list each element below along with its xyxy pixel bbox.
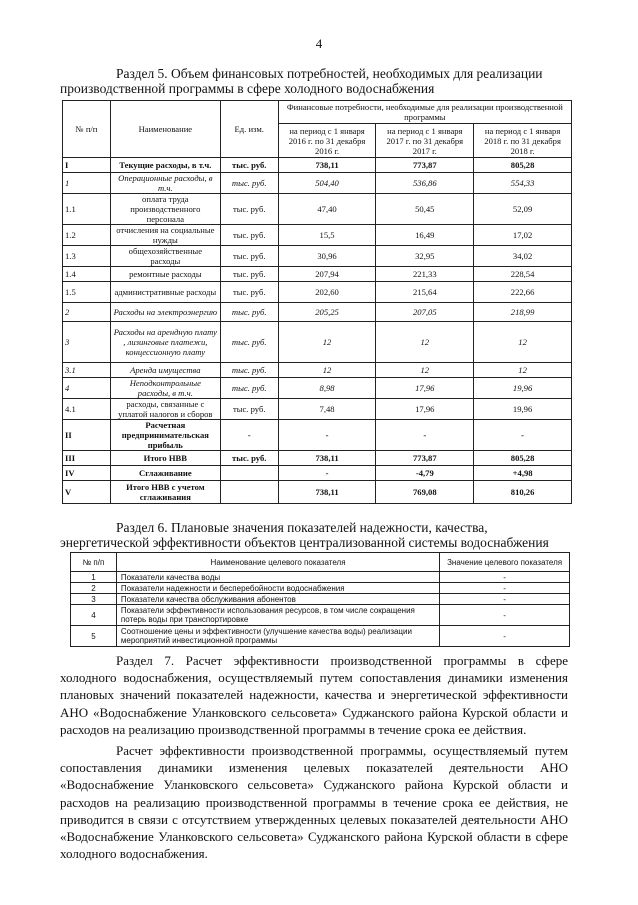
row-value-2018: +4,98 [474, 466, 572, 481]
section7-paragraph-1: Раздел 7. Расчет эффективности производственной программы в сфере холодного водоснабжения, осуществляемый путем сопоставления динамики изменения плановых значений показателей надежности, качества и энергетической эффективности АНО «Водоснабжение Уланковского сельсовета» Суджанского района Курской области и расходов на реализацию производственной программы в течение срока ее действия. [60, 653, 568, 737]
table-row [63, 303, 572, 322]
row-value-2018: 222,66 [474, 282, 572, 303]
row-indicator: Показатели качества воды [116, 572, 439, 583]
section7-paragraph-2: Расчет эффективности производственной программы, осуществляемый путем сопоставления динамики изменения целевых показателей деятельности АНО «Водоснабжение Уланковского сельсовета» Суджанского района Курской области и расходов на реализацию производственной программы в течение срока ее действия, не приводится в связи с отсутствием утвержденных целевых показателей деятельности АНО «Водоснабжение Уланковского сельсовета» Суджанского района Курской области в сфере холодного водоснабжения. [60, 743, 568, 862]
row-unit: тыс. руб. [220, 399, 278, 420]
row-value-2016: 738,11 [278, 451, 376, 466]
row-value-2016: 207,94 [278, 267, 376, 282]
row-value-2017: - [376, 420, 474, 451]
row-num: 4 [71, 605, 117, 626]
row-name: ремонтные расходы [110, 267, 220, 282]
row-num: III [63, 451, 111, 466]
table-row [63, 420, 572, 451]
row-num: 4 [63, 378, 111, 399]
row-value-2017: 769,08 [376, 481, 474, 504]
table-row [71, 605, 570, 626]
row-name: Расходы на арендную плату , лизинговые платежи, концессионную плату [110, 322, 220, 363]
table-row [63, 282, 572, 303]
row-value-2016: 30,96 [278, 246, 376, 267]
row-num: II [63, 420, 111, 451]
table-row [63, 363, 572, 378]
section5-title: Раздел 5. Объем финансовых потребностей, необходимых для реализации производственной программы в сфере холодного водоснабжения [60, 66, 543, 96]
row-indicator: Показатели надежности и бесперебойности водоснабжения [116, 583, 439, 594]
table-row [63, 378, 572, 399]
row-value-2018: 19,96 [474, 399, 572, 420]
row-value-2017: 17,96 [376, 378, 474, 399]
row-name: Текущие расходы, в т.ч. [110, 158, 220, 173]
table-row [63, 322, 572, 363]
row-name: оплата труда производственного персонала [110, 194, 220, 225]
row-unit: тыс. руб. [220, 158, 278, 173]
row-name: Итого НВВ с учетом сглаживания [110, 481, 220, 504]
row-num: 1.3 [63, 246, 111, 267]
row-name: общехозяйственные расходы [110, 246, 220, 267]
row-value-2018: 805,28 [474, 158, 572, 173]
row-indicator: Соотношение цены и эффективности (улучшение качества воды) реализации мероприятий инвестиционной программы [116, 626, 439, 647]
row-num: 2 [71, 583, 117, 594]
row-value-2016: - [278, 466, 376, 481]
row-unit: тыс. руб. [220, 282, 278, 303]
row-value-2017: 17,96 [376, 399, 474, 420]
table-row [63, 481, 572, 504]
row-value-2017: 50,45 [376, 194, 474, 225]
row-value-2018: 554,33 [474, 173, 572, 194]
table-row [63, 399, 572, 420]
row-name: Расчетная предпринимательская прибыль [110, 420, 220, 451]
row-value-2017: 221,33 [376, 267, 474, 282]
row-value-2017: 16,49 [376, 225, 474, 246]
row-num: 3 [63, 322, 111, 363]
table-row [63, 451, 572, 466]
row-num: 1.5 [63, 282, 111, 303]
row-value-2016: 7,48 [278, 399, 376, 420]
row-value-2018: 17,02 [474, 225, 572, 246]
table-row [71, 626, 570, 647]
row-value-2018: 12 [474, 363, 572, 378]
col-header-period-2017: на период с 1 января 2017 г. по 31 декабря 2017 г. [376, 124, 474, 158]
row-value: - [440, 626, 570, 647]
row-value: - [440, 583, 570, 594]
row-unit: тыс. руб. [220, 194, 278, 225]
row-name: Расходы на электроэнергию [110, 303, 220, 322]
row-value-2017: 773,87 [376, 158, 474, 173]
row-num: 1 [63, 173, 111, 194]
row-value-2016: 47,40 [278, 194, 376, 225]
table-row [63, 158, 572, 173]
row-name: Аренда имущества [110, 363, 220, 378]
row-value-2018: 52,09 [474, 194, 572, 225]
row-unit: тыс. руб. [220, 303, 278, 322]
col-header-group: Финансовые потребности, необходимые для реализации производственной программы [278, 101, 571, 124]
row-value-2018: 34,02 [474, 246, 572, 267]
row-name: расходы, связанные с уплатой налогов и сборов [110, 399, 220, 420]
row-num: 4.1 [63, 399, 111, 420]
row-value-2016: 738,11 [278, 481, 376, 504]
row-num: I [63, 158, 111, 173]
row-value-2016: 205,25 [278, 303, 376, 322]
table-row [71, 594, 570, 605]
row-name: Сглаживание [110, 466, 220, 481]
row-num: 1.1 [63, 194, 111, 225]
row-unit [220, 481, 278, 504]
section6-title: Раздел 6. Плановые значения показателей надежности, качества, энергетической эффективности объектов централизованной системы водоснабжения [60, 520, 549, 550]
row-name: Неподконтрольные расходы, в т.ч. [110, 378, 220, 399]
row-value-2016: 15,5 [278, 225, 376, 246]
col-header-value: Значение целевого показателя [440, 553, 570, 572]
row-value-2016: 12 [278, 363, 376, 378]
col-header-period-2016: на период с 1 января 2016 г. по 31 декабря 2016 г. [278, 124, 376, 158]
row-num: V [63, 481, 111, 504]
row-value-2016: 738,11 [278, 158, 376, 173]
row-name: Операционные расходы, в т.ч. [110, 173, 220, 194]
row-unit: тыс. руб. [220, 378, 278, 399]
row-value: - [440, 594, 570, 605]
row-value-2017: 207,05 [376, 303, 474, 322]
row-unit: тыс. руб. [220, 225, 278, 246]
row-num: 1.4 [63, 267, 111, 282]
row-value-2017: 12 [376, 322, 474, 363]
table-row [63, 225, 572, 246]
table-row [63, 466, 572, 481]
row-value-2018: 810,26 [474, 481, 572, 504]
row-indicator: Показатели эффективности использования ресурсов, в том числе сокращения потерь воды при транспортировке [116, 605, 439, 626]
row-value-2017: 536,86 [376, 173, 474, 194]
row-unit: - [220, 420, 278, 451]
row-unit [220, 466, 278, 481]
row-unit: тыс. руб. [220, 267, 278, 282]
col-header-unit: Ед. изм. [220, 101, 278, 158]
row-value-2018: 218,99 [474, 303, 572, 322]
col-header-num: № п/п [63, 101, 111, 158]
target-indicators-table [70, 552, 570, 647]
row-value-2018: - [474, 420, 572, 451]
col-header-name: Наименование [110, 101, 220, 158]
row-num: 3.1 [63, 363, 111, 378]
financial-needs-table [62, 100, 572, 504]
table-row [63, 267, 572, 282]
row-unit: тыс. руб. [220, 173, 278, 194]
row-num: 2 [63, 303, 111, 322]
row-num: 1.2 [63, 225, 111, 246]
row-num: 5 [71, 626, 117, 647]
row-value-2016: 504,40 [278, 173, 376, 194]
row-value-2018: 12 [474, 322, 572, 363]
row-value-2017: 32,95 [376, 246, 474, 267]
row-unit: тыс. руб. [220, 451, 278, 466]
row-num: IV [63, 466, 111, 481]
row-num: 1 [71, 572, 117, 583]
table-row [71, 572, 570, 583]
table-row [63, 246, 572, 267]
row-value: - [440, 605, 570, 626]
col-header-num: № п/п [71, 553, 117, 572]
row-value-2017: 12 [376, 363, 474, 378]
row-value-2018: 228,54 [474, 267, 572, 282]
col-header-indicator: Наименование целевого показателя [116, 553, 439, 572]
table-row [63, 194, 572, 225]
row-num: 3 [71, 594, 117, 605]
table-row [71, 583, 570, 594]
row-unit: тыс. руб. [220, 363, 278, 378]
row-unit: тыс. руб. [220, 246, 278, 267]
row-value-2017: 215,64 [376, 282, 474, 303]
row-name: отчисления на социальные нужды [110, 225, 220, 246]
row-value-2018: 805,28 [474, 451, 572, 466]
col-header-period-2018: на период с 1 января 2018 г. по 31 декабря 2018 г. [474, 124, 572, 158]
row-name: административные расходы [110, 282, 220, 303]
row-value-2016: 8,98 [278, 378, 376, 399]
row-value-2016: - [278, 420, 376, 451]
page-number: 4 [315, 36, 323, 51]
table-row [63, 173, 572, 194]
row-indicator: Показатели качества обслуживания абонентов [116, 594, 439, 605]
row-value-2017: -4,79 [376, 466, 474, 481]
row-value-2018: 19,96 [474, 378, 572, 399]
row-value-2016: 12 [278, 322, 376, 363]
row-value: - [440, 572, 570, 583]
row-value-2017: 773,87 [376, 451, 474, 466]
row-unit: тыс. руб. [220, 322, 278, 363]
row-name: Итого НВВ [110, 451, 220, 466]
row-value-2016: 202,60 [278, 282, 376, 303]
